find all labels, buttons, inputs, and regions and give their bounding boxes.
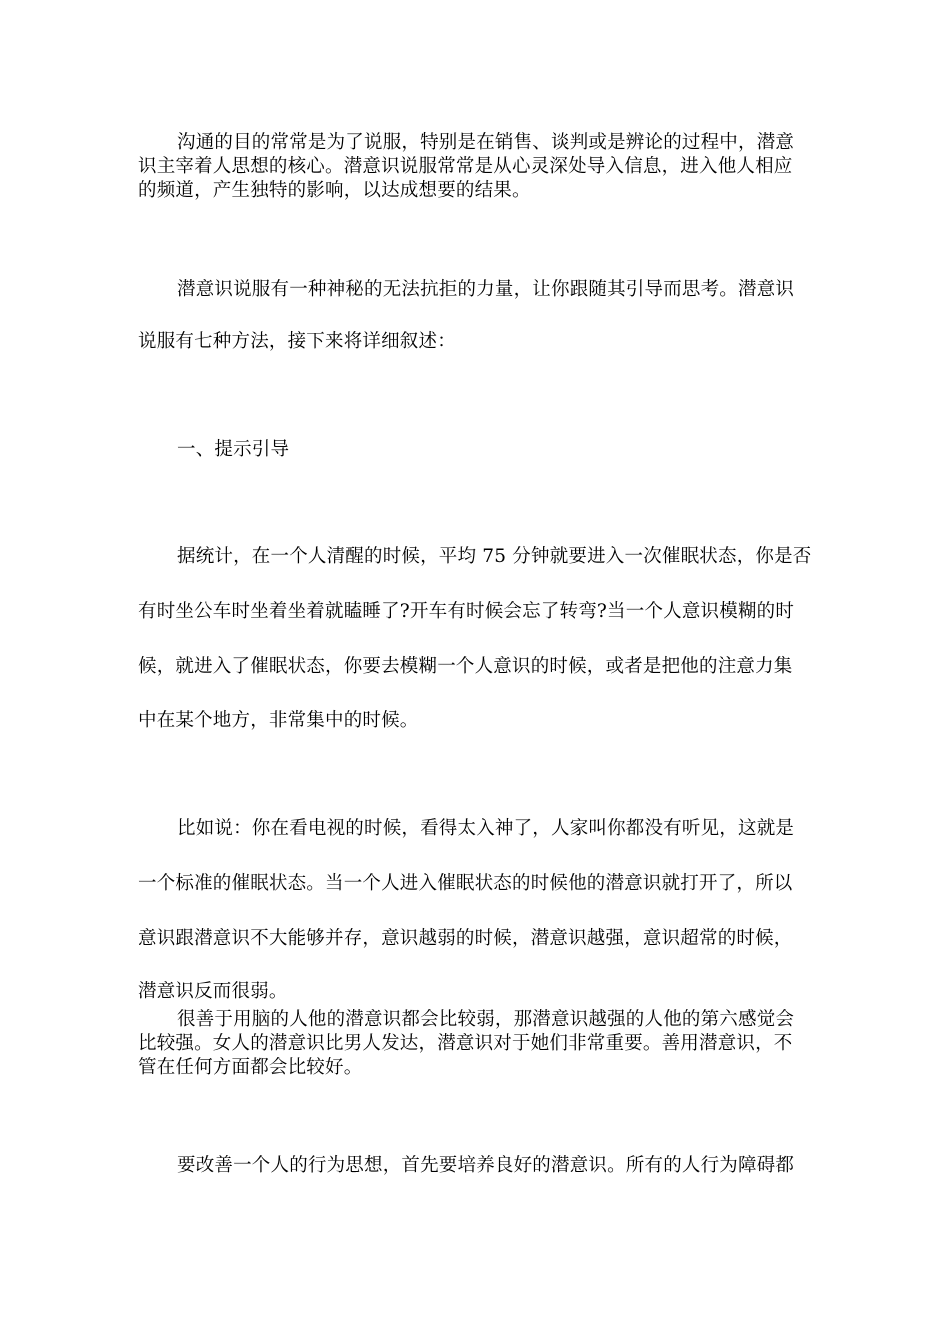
paragraph-2-line-1: 潜意识说服有一种神秘的无法抗拒的力量，让你跟随其引导而思考。潜意识 [177, 279, 795, 300]
paragraph-4-line-1: 比如说：你在看电视的时候，看得太入神了，人家叫你都没有听见，这就是 [177, 818, 795, 839]
paragraph-3-line-1: 据统计，在一个人清醒的时候，平均 75 分钟就要进入一次催眠状态，你是否 [177, 546, 812, 567]
paragraph-1-line-1: 沟通的目的常常是为了说服，特别是在销售、谈判或是辨论的过程中，潜意 [177, 132, 795, 153]
paragraph-1-line-3: 的频道，产生独特的影响，以达成想要的结果。 [138, 180, 531, 201]
paragraph-3-line-3: 候，就进入了催眠状态，你要去模糊一个人意识的时候，或者是把他的注意力集 [138, 656, 793, 677]
paragraph-5-line-1: 很善于用脑的人他的潜意识都会比较弱，那潜意识越强的人他的第六感觉会 [177, 1009, 795, 1030]
paragraph-4-line-3: 意识跟潜意识不大能够并存，意识越弱的时候，潜意识越强，意识超常的时候， [138, 928, 793, 949]
paragraph-4-line-2: 一个标准的催眠状态。当一个人进入催眠状态的时候他的潜意识就打开了，所以 [138, 873, 793, 894]
paragraph-4-line-4: 潜意识反而很弱。 [138, 981, 288, 1002]
section-heading: 一、提示引导 [177, 439, 290, 460]
paragraph-5-line-3: 管在任何方面都会比较好。 [138, 1057, 363, 1078]
paragraph-1-line-2: 识主宰着人思想的核心。潜意识说服常常是从心灵深处导入信息，进入他人相应 [138, 156, 793, 177]
paragraph-3-line-2: 有时坐公车时坐着坐着就瞌睡了?开车有时候会忘了转弯?当一个人意识模糊的时 [138, 601, 795, 622]
paragraph-6-line-1: 要改善一个人的行为思想，首先要培养良好的潜意识。所有的人行为障碍都 [177, 1155, 795, 1176]
paragraph-3-line-4: 中在某个地方，非常集中的时候。 [138, 710, 419, 731]
paragraph-2-line-2: 说服有七种方法，接下来将详细叙述： [138, 331, 456, 352]
paragraph-5-line-2: 比较强。女人的潜意识比男人发达，潜意识对于她们非常重要。善用潜意识，不 [138, 1033, 793, 1054]
